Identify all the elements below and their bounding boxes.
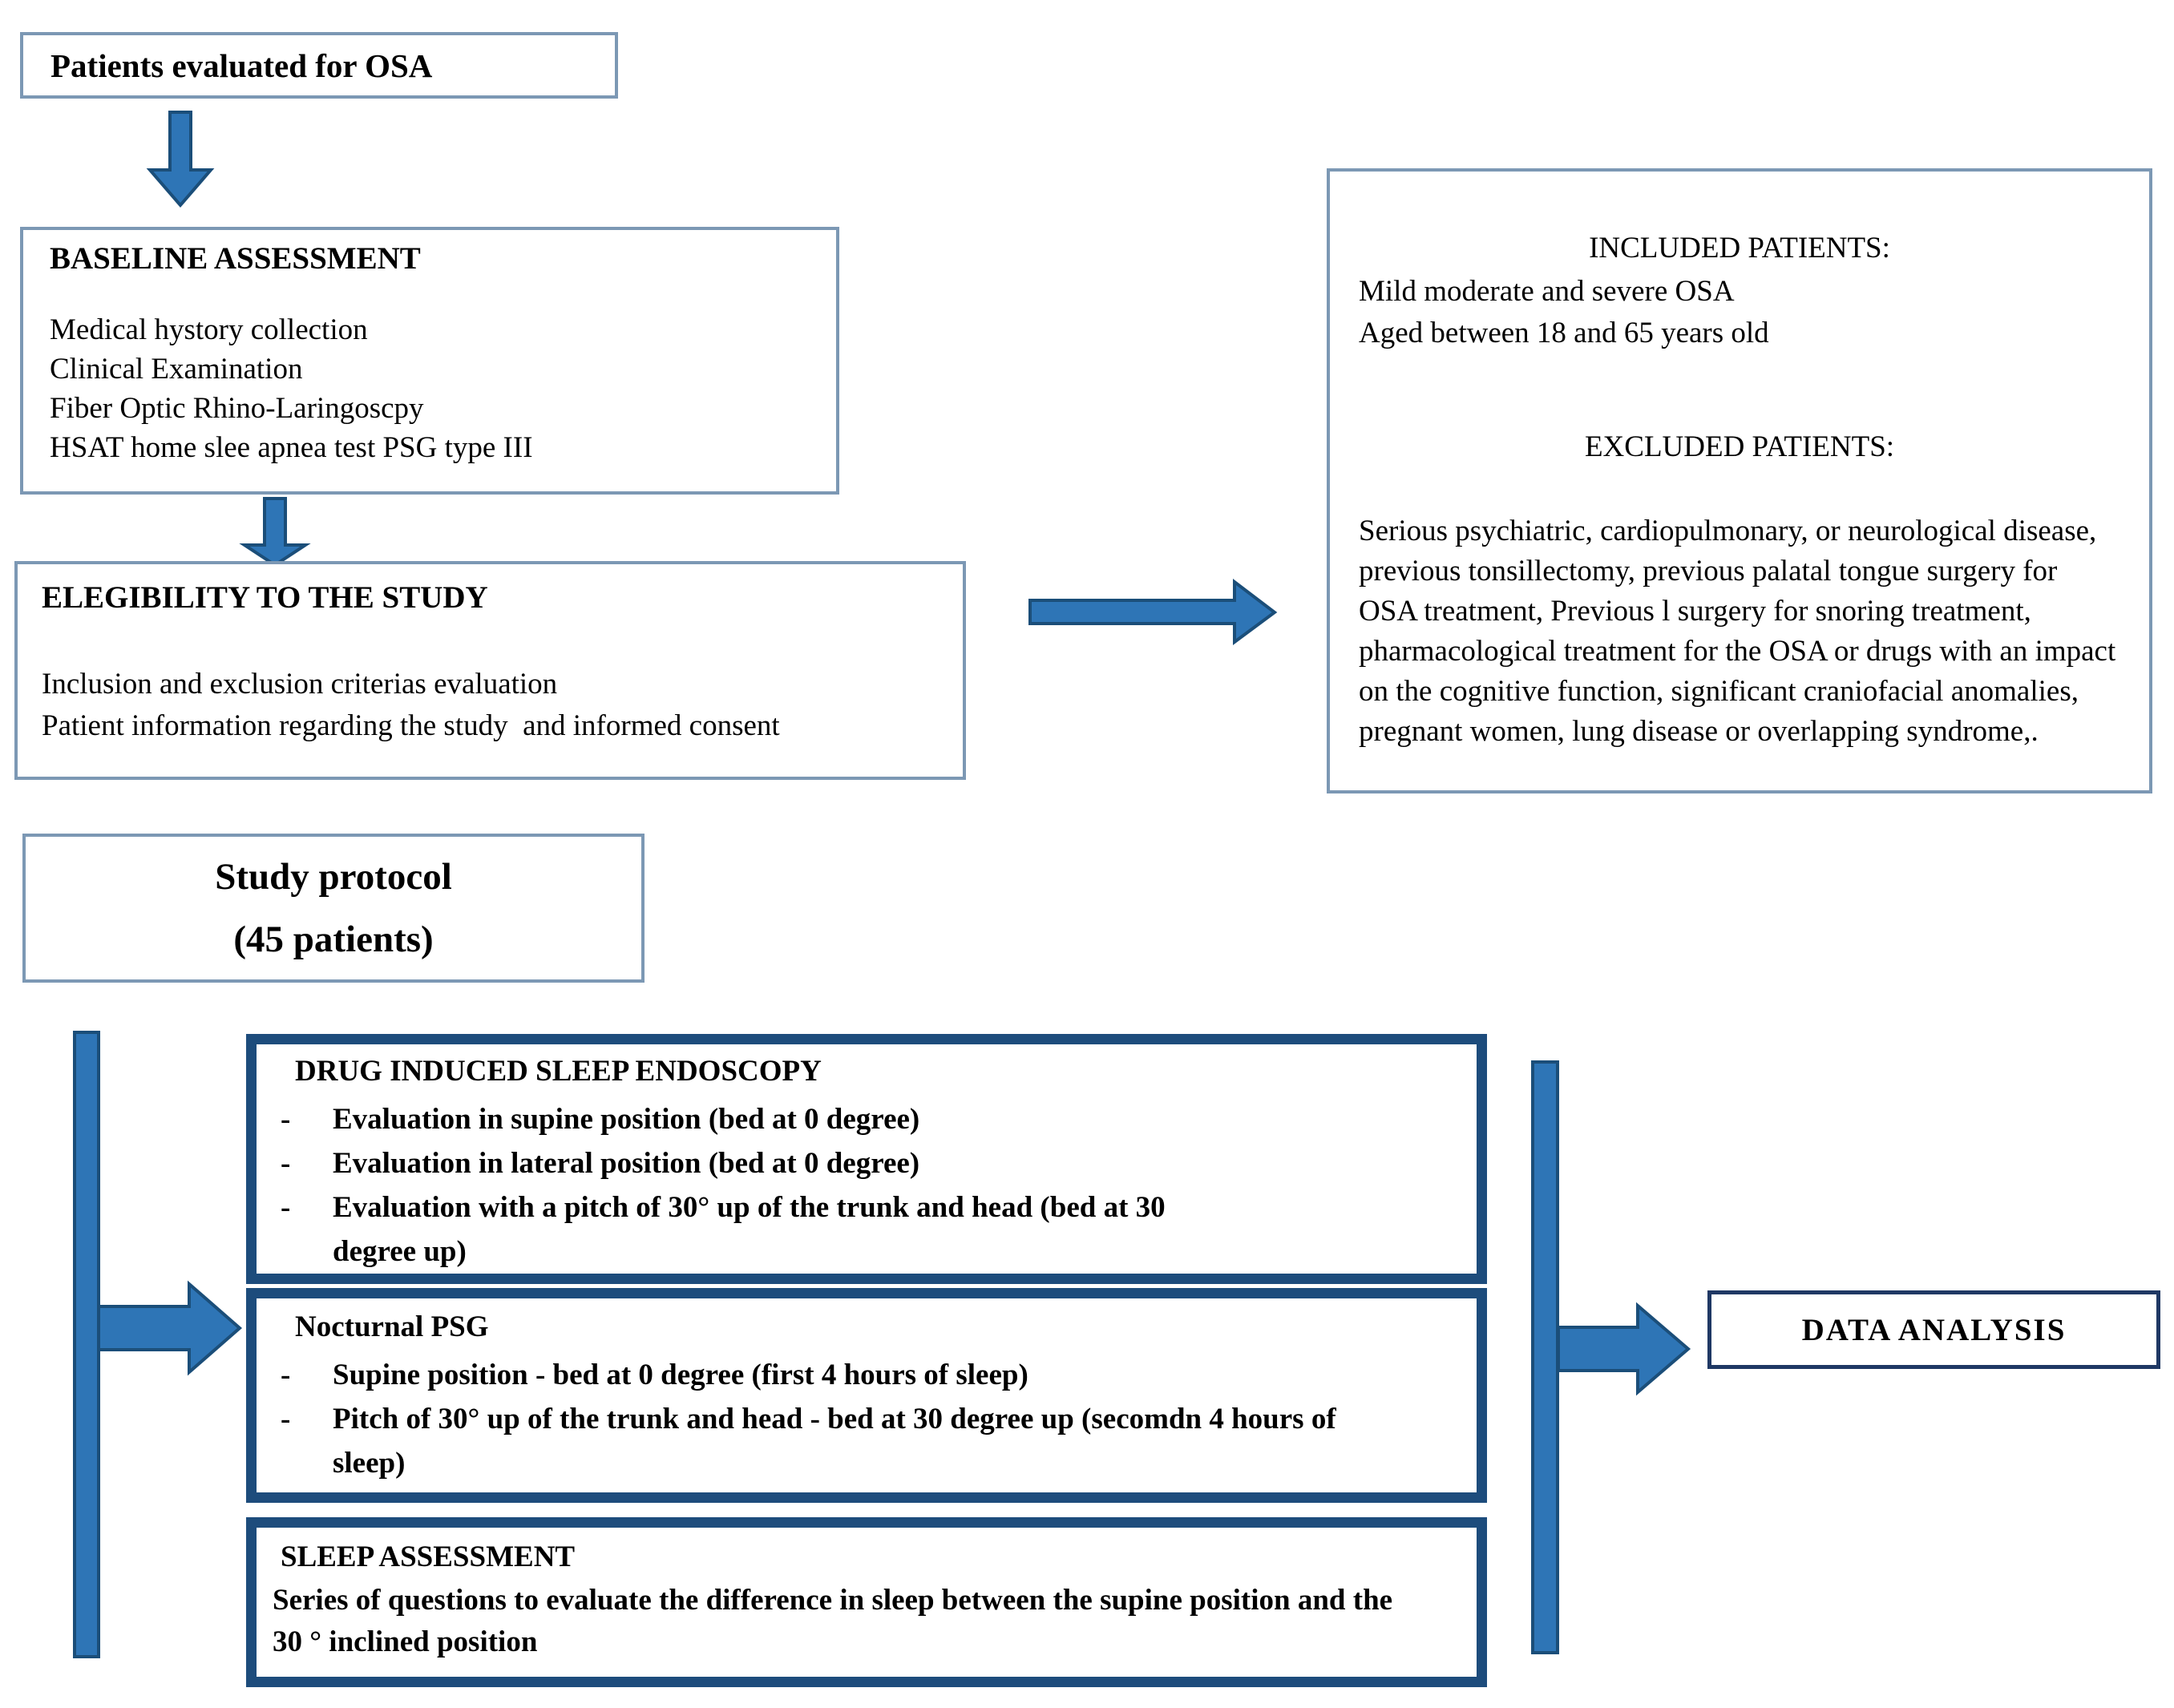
data-analysis-label: DATA ANALYSIS [1801, 1312, 2067, 1347]
dash-bullet-icon: - [281, 1147, 291, 1180]
study-protocol-count: (45 patients) [233, 919, 434, 960]
arrow-down-baseline-to-elegibility-icon [244, 499, 305, 565]
baseline-line-clinical-examination: Clinical Examination [50, 353, 303, 386]
arrow-right-bar-to-data-analysis-icon [1558, 1306, 1688, 1392]
baseline-line-fiber-optic: Fiber Optic Rhino-Laringoscpy [50, 392, 424, 425]
included-line-age: Aged between 18 and 65 years old [1359, 317, 1769, 349]
nocturnal-psg-heading: Nocturnal PSG [295, 1310, 489, 1343]
dash-bullet-icon: - [281, 1403, 291, 1435]
right-connector-bar [1533, 1062, 1558, 1653]
nocturnal-psg-box [246, 1288, 1487, 1503]
included-patients-heading: INCLUDED PATIENTS: [1589, 232, 1890, 264]
study-protocol-box [22, 834, 645, 983]
sleep-assessment-box [246, 1517, 1487, 1687]
sleep-assessment-text: Series of questions to evaluate the difference in sleep between the supine position and the 30 ° inclined position [273, 1584, 1393, 1658]
elegibility-heading: ELEGIBILITY TO THE STUDY [42, 580, 488, 615]
data-analysis-box [1707, 1290, 2160, 1369]
left-connector-bar [75, 1032, 99, 1657]
arrow-down-patients-to-baseline-icon [150, 112, 211, 205]
excluded-patients-heading: EXCLUDED PATIENTS: [1584, 430, 1895, 463]
dash-bullet-icon: - [281, 1103, 291, 1136]
baseline-line-medical-history: Medical hystory collection [50, 313, 368, 346]
baseline-assessment-heading: BASELINE ASSESSMENT [50, 241, 421, 276]
study-protocol-title: Study protocol [215, 856, 452, 898]
patients-evaluated-label: Patients evaluated for OSA [51, 46, 433, 84]
baseline-assessment-box [20, 227, 839, 495]
baseline-line-hsat: HSAT home slee apnea test PSG type III [50, 431, 533, 464]
psg-bullet-pitch: - Pitch of 30° up of the trunk and head - bed at 30 degree up (secomdn 4 hours of sleep) [281, 1397, 1465, 1485]
inclusion-exclusion-criteria-box [1327, 168, 2152, 793]
criteria-spacer [1359, 354, 2120, 428]
elegibility-box [14, 561, 966, 780]
elegibility-line-criterias: Inclusion and exclusion criterias evaluation [42, 668, 558, 701]
criteria-spacer [1359, 470, 2120, 511]
dash-bullet-icon: - [281, 1359, 291, 1391]
dise-heading: DRUG INDUCED SLEEP ENDOSCOPY [295, 1055, 822, 1088]
patients-evaluated-box [20, 32, 618, 99]
excluded-patients-text: Serious psychiatric, cardiopulmonary, or neurological disease, previous tonsillectomy, previous palatal tongue surgery for OSA treatment, Previous l surgery for snoring treatment, pharmacological treatment for the OSA or drugs with an impact on the cognitive function, significant craniofacial anomalies, pregnant women, lung disease or overlapping syndrome,. [1359, 515, 2116, 748]
sleep-assessment-heading: SLEEP ASSESSMENT [281, 1540, 576, 1573]
dash-bullet-icon: - [281, 1191, 291, 1224]
dise-bullet-lateral: - Evaluation in lateral position (bed at 0 degree) [281, 1141, 1465, 1185]
dise-bullet-pitch: - Evaluation with a pitch of 30° up of the trunk and head (bed at 30 degree up) [281, 1185, 1465, 1274]
dise-box [246, 1034, 1487, 1284]
elegibility-line-informed-consent: Patient information regarding the study and informed consent [42, 709, 780, 742]
dise-bullet-supine: - Evaluation in supine position (bed at 0 degree) [281, 1097, 1465, 1141]
arrow-right-left-bar-to-protocol-icon [99, 1284, 240, 1372]
psg-bullet-supine: - Supine position - bed at 0 degree (first 4 hours of sleep) [281, 1353, 1465, 1397]
included-line-severity: Mild moderate and severe OSA [1359, 275, 1735, 308]
arrow-right-elegibility-to-criteria-icon [1030, 582, 1275, 642]
